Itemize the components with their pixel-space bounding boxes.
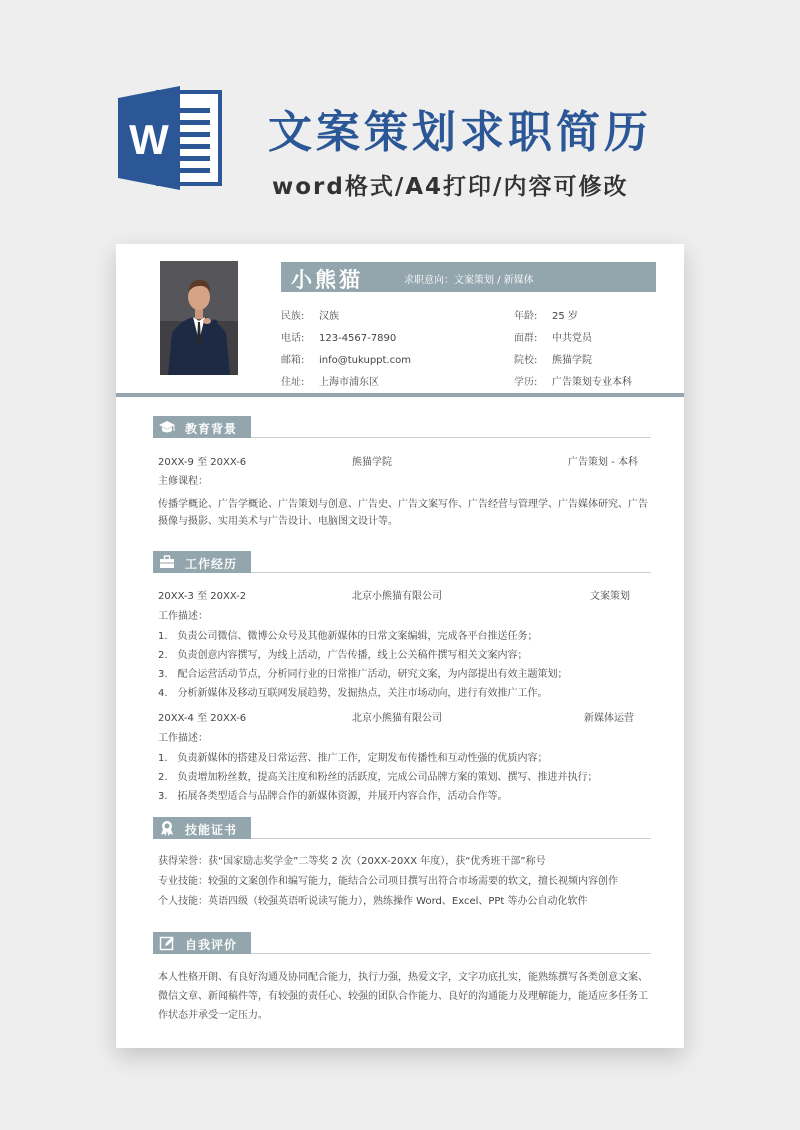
info-address <box>281 373 379 388</box>
info-ethnicity <box>281 307 339 322</box>
info-value: 中共党员 <box>552 333 592 344</box>
word-document-icon <box>118 86 224 190</box>
section-title: 自我评价 <box>185 938 238 952</box>
info-value: 汉族 <box>319 311 339 322</box>
name-bar <box>281 262 656 292</box>
skill-line-personal: 个人技能：英语四级（较强英语听说读写能力），熟练操作 Word、Excel、PPt 等办公自动化软件 <box>158 896 588 907</box>
section-tag <box>153 416 251 438</box>
info-label: 面群: <box>514 333 538 344</box>
job-intent: 求职意向：文案策划 / 新媒体 <box>404 275 534 286</box>
section-tag <box>153 551 251 573</box>
promo-title: 文案策划求职简历 <box>268 107 652 158</box>
job-role: 文案策划 <box>590 591 630 602</box>
info-school <box>514 351 592 366</box>
section-divider <box>251 838 651 839</box>
job-role: 新媒体运营 <box>584 713 634 724</box>
job-company: 北京小熊猫有限公司 <box>352 591 442 602</box>
job-desc-label: 工作描述： <box>158 733 208 744</box>
candidate-name: 小熊猫 <box>291 268 363 292</box>
skill-line-professional: 专业技能：较强的文案创作和编写能力，能结合公司项目撰写出符合市场需要的软文，擅长视频内容创作 <box>158 876 618 887</box>
graduation-cap-icon <box>159 419 175 435</box>
job-duty-item: 4. 分析新媒体及移动互联网发展趋势，发掘热点，关注市场动向，进行有效推广工作。 <box>158 688 548 699</box>
award-ribbon-icon <box>159 820 175 836</box>
info-label: 邮箱: <box>281 355 305 366</box>
info-value: 25 岁 <box>552 311 578 322</box>
job-duty-item: 3. 拓展各类型适合与品牌合作的新媒体资源，并展开内容合作，活动合作等。 <box>158 791 508 802</box>
job-duty-item: 2. 负责增加粉丝数，提高关注度和粉丝的活跃度，完成公司品牌方案的策划、撰写、推进并执行； <box>158 772 598 783</box>
section-tag <box>153 817 251 839</box>
profile-photo <box>160 261 238 375</box>
job-period: 20XX-4 至 20XX-6 <box>158 713 247 724</box>
skill-line-honors: 获得荣誉：获“国家励志奖学金”二等奖 2 次（20XX-20XX 年度），获“优秀班干部”称号 <box>158 856 546 867</box>
resume-page <box>116 244 684 1048</box>
info-email <box>281 351 411 366</box>
section-tag <box>153 932 251 954</box>
info-label: 学历: <box>514 377 538 388</box>
section-title: 教育背景 <box>185 422 238 436</box>
info-value: info@tukuppt.com <box>319 355 411 366</box>
promo-subtitle: word格式/A4打印/内容可修改 <box>272 174 629 200</box>
job-duty-item: 2. 负责创意内容撰写，为线上活动，广告传播，线上公关稿件撰写相关文案内容； <box>158 650 528 661</box>
education-major: 广告策划 - 本科 <box>568 457 638 468</box>
self-eval-text: 本人性格开朗、有良好沟通及协同配合能力，执行力强，热爱文字，文字功底扎实，能熟练撰写各类创意文案、微信文章、新闻稿件等，有较强的责任心、较强的团队合作能力、良好的沟通能力及理解能力，能适应多任务工作状态并承受一定压力。 <box>158 972 648 1021</box>
section-divider <box>251 437 651 438</box>
info-label: 住址: <box>281 377 305 388</box>
info-age <box>514 307 578 322</box>
job-desc-label: 工作描述： <box>158 611 208 622</box>
word-icon-letter: W <box>129 116 169 163</box>
edit-note-icon <box>159 935 175 951</box>
section-divider <box>251 572 651 573</box>
info-value: 熊猫学院 <box>552 355 592 366</box>
info-value: 123-4567-7890 <box>319 333 397 344</box>
info-degree <box>514 373 632 388</box>
info-phone <box>281 329 396 344</box>
job-period: 20XX-3 至 20XX-2 <box>158 591 247 602</box>
section-title: 工作经历 <box>185 557 238 571</box>
info-political-status <box>514 329 592 344</box>
education-school: 熊猫学院 <box>352 457 392 468</box>
section-title: 技能证书 <box>185 823 238 837</box>
briefcase-icon <box>159 554 175 570</box>
info-label: 民族: <box>281 311 305 322</box>
job-duty-item: 3. 配合运营活动节点，分析同行业的日常推广活动，研究文案，为内部提出有效主题策划； <box>158 669 568 680</box>
header-divider <box>116 393 684 397</box>
info-value: 上海市浦东区 <box>319 377 379 388</box>
info-label: 院校: <box>514 355 538 366</box>
info-value: 广告策划专业本科 <box>552 377 632 388</box>
job-company: 北京小熊猫有限公司 <box>352 713 442 724</box>
job-duty-item: 1. 负责公司微信、微博公众号及其他新媒体的日常文案编辑，完成各平台推送任务； <box>158 631 538 642</box>
info-label: 年龄: <box>514 311 538 322</box>
courses-label: 主修课程： <box>158 476 208 487</box>
education-period: 20XX-9 至 20XX-6 <box>158 457 247 468</box>
job-duty-item: 1. 负责新媒体的搭建及日常运营、推广工作，定期发布传播性和互动性强的优质内容； <box>158 753 548 764</box>
section-divider <box>251 953 651 954</box>
courses-list: 传播学概论、广告学概论、广告策划与创意、广告史、广告文案写作、广告经营与管理学、广告媒体研究、广告摄像与摄影、实用美术与广告设计、电脑图文设计等。 <box>158 499 648 527</box>
info-label: 电话: <box>281 333 305 344</box>
